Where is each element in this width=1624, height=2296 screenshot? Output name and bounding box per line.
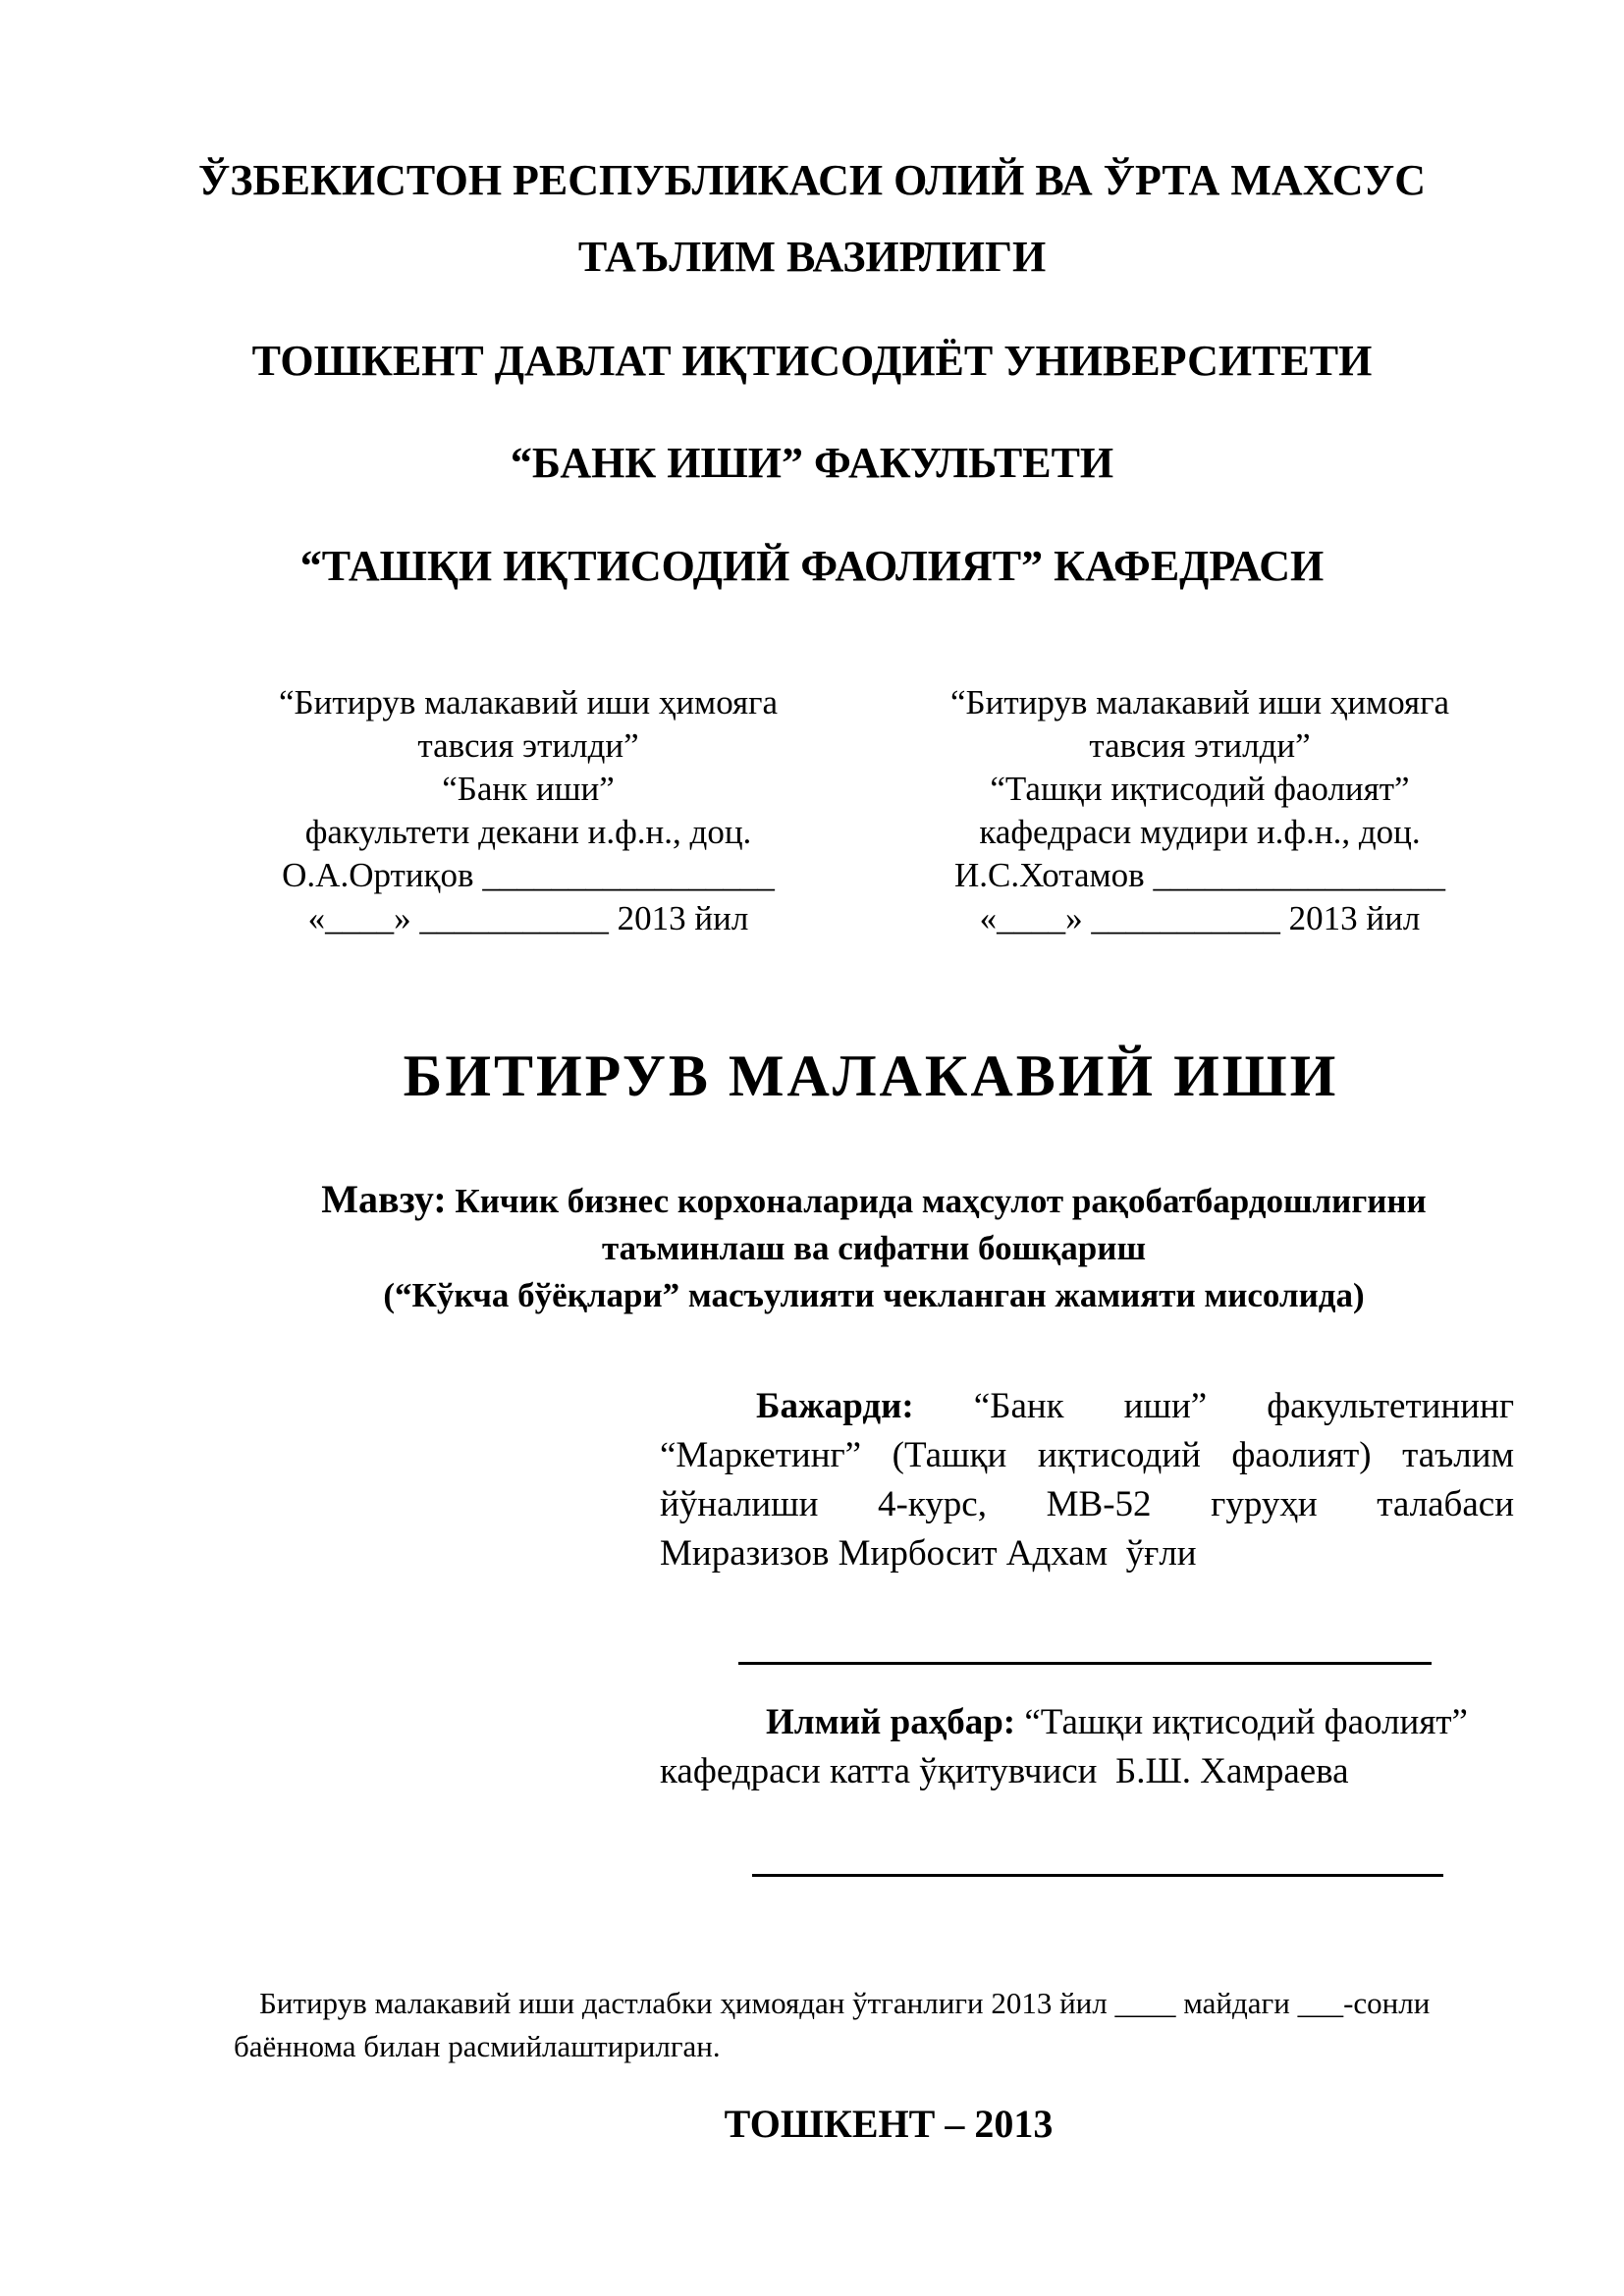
faculty-name: “БАНК ИШИ” ФАКУЛЬТЕТИ: [510, 439, 1114, 487]
approval-dean: [234, 681, 823, 940]
approval-head-date: «____» ___________ 2013 йил: [979, 899, 1421, 937]
footer-city-year: ТОШКЕНТ – 2013: [724, 2102, 1054, 2146]
topic-line-2: таъминлаш ва сифатни бошқариш: [601, 1229, 1146, 1267]
protocol-note-line-1: Битирув малакавий иши дастлабки ҳимоядан ўтганлиги 2013 йил ____ майдаги ___-сонли: [259, 1986, 1431, 2020]
approval-head: [905, 681, 1494, 940]
approval-head-signature: И.С.Хотамов _________________: [954, 856, 1445, 894]
performer-line-2: “Маркетинг” (Ташқи иқтисодий фаолият) таълим: [660, 1435, 1514, 1475]
performer-line-1: “Банк иши” факультетининг: [973, 1386, 1514, 1426]
university-name: ТОШКЕНТ ДАВЛАТ ИҚТИСОДИЁТ УНИВЕРСИТЕТИ: [251, 337, 1373, 385]
thesis-topic: [226, 1176, 1522, 1319]
performer-block: [660, 1382, 1514, 1578]
supervisor-label: Илмий раҳбар:: [766, 1702, 1016, 1742]
protocol-note: [234, 1982, 1589, 2068]
approval-head-line-3: “Ташқи иқтисодий фаолият”: [990, 770, 1410, 808]
topic-line-1: Кичик бизнес корхоналарида маҳсулот рақобатбардошлигини: [455, 1182, 1427, 1220]
approval-dean-date: «____» ___________ 2013 йил: [307, 899, 749, 937]
approval-head-line-2: тавсия этилди”: [1089, 726, 1311, 765]
approval-dean-line-2: тавсия этилди”: [417, 726, 639, 765]
approval-dean-signature: О.А.Ортиқов _________________: [282, 856, 775, 894]
topic-label: Мавзу:: [321, 1177, 447, 1221]
supervisor-block: [660, 1698, 1514, 1796]
thesis-title: БИТИРУВ МАЛАКАВИЙ ИШИ: [403, 1043, 1339, 1108]
ministry-line-2: ТАЪЛИМ ВАЗИРЛИГИ: [577, 233, 1047, 281]
protocol-note-line-2: баённома билан расмийлаштирилган.: [234, 2029, 721, 2063]
department-name: “ТАШҚИ ИҚТИСОДИЙ ФАОЛИЯТ” КАФЕДРАСИ: [299, 542, 1325, 590]
topic-line-3: (“Кўкча бўёқлари” масъулияти чекланган жамияти мисолида): [383, 1276, 1365, 1314]
approval-dean-line-1: “Битирув малакавий иши ҳимояга: [278, 683, 779, 721]
performer-line-4: Миразизов Мирбосит Адхам ўғли: [660, 1533, 1197, 1574]
approval-head-line-1: “Битирув малакавий иши ҳимояга: [949, 683, 1450, 721]
performer-line-3: йўналиши 4-курс, МВ-52 гуруҳи талабаси: [660, 1484, 1514, 1524]
approval-head-line-4: кафедраси мудири и.ф.н., доц.: [979, 813, 1421, 851]
approval-dean-line-3: “Банк иши”: [442, 770, 615, 808]
performer-label: Бажарди:: [756, 1386, 914, 1426]
approval-dean-line-4: факультети декани и.ф.н., доц.: [304, 813, 752, 851]
supervisor-line-1: “Ташқи иқтисодий фаолият”: [1024, 1702, 1468, 1742]
performer-signature-line: [738, 1662, 1432, 1665]
supervisor-line-2: кафедраси катта ўқитувчиси Б.Ш. Хамраева: [660, 1751, 1349, 1791]
ministry-line-1: ЎЗБЕКИСТОН РЕСПУБЛИКАСИ ОЛИЙ ВА ЎРТА МАХСУС: [197, 156, 1426, 204]
supervisor-signature-line: [752, 1874, 1443, 1877]
